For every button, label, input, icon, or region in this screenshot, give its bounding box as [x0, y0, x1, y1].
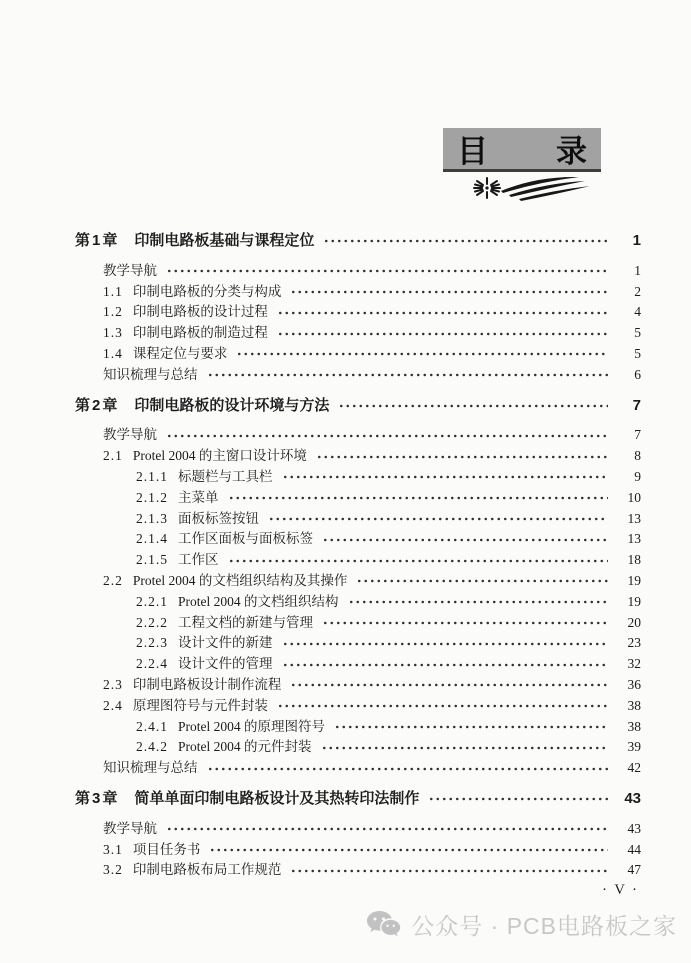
entry-number: 3.1 [103, 841, 123, 857]
entry-page-number: 38 [627, 697, 641, 713]
toc-entry [75, 467, 641, 488]
toc-entry [75, 571, 641, 592]
entry-number: 2.4 [103, 697, 123, 713]
entry-number: 2.1.4 [136, 531, 168, 547]
entry-page-number: 38 [627, 718, 641, 734]
entry-number: 第1章 [75, 232, 120, 249]
dot-leader [280, 658, 609, 672]
dot-leader [336, 399, 608, 413]
dot-leader [280, 637, 609, 651]
entry-title: 教学导航 [103, 427, 157, 443]
toc-list [75, 231, 641, 881]
dot-leader [275, 306, 608, 320]
toc-entry [75, 675, 641, 696]
entry-title: Protel 2004 的文档组织结构 [178, 593, 339, 609]
toc-entry [75, 633, 641, 654]
entry-page-number: 36 [627, 676, 641, 692]
entry-page-number: 5 [634, 325, 641, 341]
toc-entry [75, 323, 641, 344]
toc-entry [75, 396, 641, 417]
entry-page-number: 6 [634, 366, 641, 382]
page-marker: · V · [602, 882, 639, 898]
entry-title: Protel 2004 的主窗口设计环境 [132, 448, 307, 464]
dot-leader [288, 678, 608, 692]
toc-entry [75, 302, 641, 323]
dot-leader [205, 762, 609, 776]
entry-number: 第3章 [75, 789, 120, 807]
toc-entry [75, 696, 641, 717]
entry-title: 印制电路板的制造过程 [132, 325, 268, 341]
entry-title: 项目任务书 [132, 841, 201, 857]
dot-leader [207, 843, 608, 857]
dot-leader [164, 429, 608, 443]
toc-entry [75, 860, 641, 881]
entry-title: 印制电路板的设计过程 [132, 304, 268, 320]
entry-page-number: 43 [627, 820, 641, 836]
toc-entry [75, 344, 641, 365]
entry-title: 印制电路板设计制作流程 [132, 676, 282, 692]
toc-entry [75, 737, 641, 758]
watermark-text: 公众号 · PCB电路板之家 [411, 913, 677, 939]
entry-number: 2.2.4 [136, 656, 168, 672]
entry-page-number: 19 [627, 572, 641, 588]
entry-title: 教学导航 [103, 820, 157, 836]
entry-number: 2.2.2 [136, 614, 168, 630]
entry-number: 2.4.2 [136, 739, 168, 755]
entry-number: 2.2.1 [136, 593, 168, 609]
toc-entry [75, 654, 641, 675]
entry-page-number: 4 [634, 304, 641, 320]
entry-number: 1.2 [103, 304, 123, 320]
entry-page-number: 47 [627, 862, 641, 878]
entry-page-number: 42 [627, 760, 641, 776]
entry-page-number: 9 [634, 468, 641, 484]
entry-title: 印制电路板基础与课程定位 [134, 232, 315, 249]
entry-page-number: 32 [627, 656, 641, 672]
entry-page-number: 10 [627, 489, 641, 505]
toc-entry [75, 613, 641, 634]
entry-title: 知识梳理与总结 [103, 366, 198, 382]
entry-page-number: 7 [634, 427, 641, 443]
entry-number: 2.1.3 [136, 510, 168, 526]
dot-leader [280, 470, 609, 484]
entry-page-number: 13 [627, 510, 641, 526]
toc-entry [75, 446, 641, 467]
entry-title: Protel 2004 的元件封装 [178, 739, 312, 755]
dot-leader [288, 864, 608, 878]
entry-title: 标题栏与工具栏 [178, 468, 273, 484]
dot-leader [314, 450, 608, 464]
flourish-icon [457, 173, 597, 205]
entry-title: 印制电路板的设计环境与方法 [134, 396, 330, 414]
entry-title: 教学导航 [103, 262, 157, 278]
toc-entry [75, 840, 641, 861]
toc-entry [75, 550, 641, 571]
toc-entry [75, 529, 641, 550]
entry-title: 工作区面板与面板标签 [178, 531, 313, 547]
dot-leader [346, 595, 609, 609]
dot-leader [426, 792, 608, 806]
toc-entry [75, 789, 641, 810]
toc-title-banner [443, 128, 601, 172]
entry-page-number: 1 [634, 262, 641, 278]
entry-page-number: 13 [627, 531, 641, 547]
entry-page-number: 23 [627, 635, 641, 651]
entry-page-number: 7 [632, 396, 641, 414]
toc-entry [75, 365, 641, 386]
entry-number: 2.1.1 [136, 468, 168, 484]
entry-number: 第2章 [75, 396, 120, 414]
entry-number: 1.4 [103, 345, 123, 361]
entry-page-number: 44 [627, 841, 641, 857]
entry-title: Protel 2004 的原理图符号 [178, 718, 325, 734]
entry-title: 工程文档的新建与管理 [178, 614, 313, 630]
toc-entry [75, 592, 641, 613]
entry-number: 2.1 [103, 448, 123, 464]
dot-leader [332, 720, 608, 734]
toc-entry [75, 282, 641, 303]
entry-title: 面板标签按钮 [178, 510, 259, 526]
dot-leader [275, 699, 608, 713]
entry-title: 知识梳理与总结 [103, 760, 198, 776]
entry-title: 印制电路板布局工作规范 [132, 862, 282, 878]
entry-page-number: 19 [627, 593, 641, 609]
entry-number: 2.1.5 [136, 552, 168, 568]
dot-leader [205, 368, 609, 382]
dot-leader [164, 264, 608, 278]
dot-leader [226, 491, 609, 505]
entry-page-number: 8 [634, 448, 641, 464]
entry-page-number: 39 [627, 739, 641, 755]
entry-title: Protel 2004 的文档组织结构及其操作 [132, 572, 348, 588]
entry-page-number: 43 [624, 789, 641, 807]
toc-header [443, 128, 601, 209]
entry-title: 课程定位与要求 [132, 345, 228, 361]
entry-number: 2.1.2 [136, 489, 168, 505]
dot-leader [319, 741, 609, 755]
dot-leader [164, 822, 608, 836]
dot-leader [275, 327, 608, 341]
title-char-lu: 录 [556, 134, 587, 169]
entry-number: 3.2 [103, 862, 123, 878]
toc-entry [75, 819, 641, 840]
toc-entry [75, 509, 641, 530]
dot-leader [266, 512, 608, 526]
entry-number: 1.3 [103, 325, 123, 341]
toc-entry [75, 231, 641, 252]
entry-title: 设计文件的管理 [178, 656, 273, 672]
entry-title: 设计文件的新建 [178, 635, 273, 651]
dot-leader [226, 554, 609, 568]
watermark [366, 908, 677, 941]
toc-entry [75, 261, 641, 282]
entry-number: 2.3 [103, 676, 123, 692]
toc-entry [75, 758, 641, 779]
dot-leader [320, 533, 608, 547]
entry-number: 2.2 [103, 572, 123, 588]
title-char-mu: 目 [457, 134, 488, 169]
entry-number: 1.1 [103, 283, 123, 299]
entry-number: 2.2.3 [136, 635, 168, 651]
entry-title: 原理图符号与元件封装 [132, 697, 268, 713]
dot-leader [354, 574, 608, 588]
entry-title: 简单单面印制电路板设计及其热转印法制作 [134, 789, 420, 807]
entry-title: 主菜单 [178, 489, 219, 505]
entry-page-number: 18 [627, 552, 641, 568]
entry-number: 2.4.1 [136, 718, 168, 734]
entry-page-number: 5 [634, 345, 641, 361]
dot-leader [320, 616, 608, 630]
entry-title: 印制电路板的分类与构成 [132, 283, 282, 299]
toc-entry [75, 717, 641, 738]
dot-leader [288, 285, 608, 299]
wechat-icon [366, 910, 402, 940]
entry-page-number: 1 [632, 232, 641, 249]
entry-page-number: 2 [634, 283, 641, 299]
dot-leader [234, 347, 608, 361]
toc-entry [75, 488, 641, 509]
toc-entry [75, 425, 641, 446]
entry-title: 工作区 [178, 552, 219, 568]
entry-page-number: 20 [627, 614, 641, 630]
dot-leader [321, 234, 608, 248]
